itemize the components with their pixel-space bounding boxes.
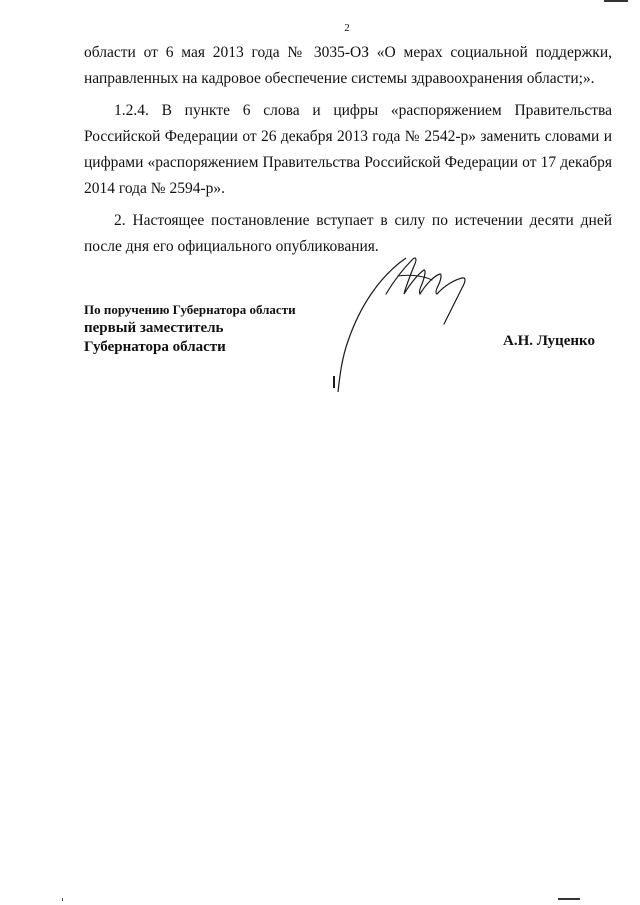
page-number: 2 [344,22,350,34]
top-corner-mark [604,0,628,2]
signer-name: А.Н. Луценко [503,333,595,349]
paragraph-1-2-4: 1.2.4. В пункте 6 слова и цифры «распоряжением Правительства Российской Федерации от 26 декабря 2013 года № 2542-р» заменить словами и цифрами «распоряжением Правительства Российской Федерации от 17 декабря 2014 года № 2594-р». [84,102,612,197]
document-body [84,40,612,266]
paragraph-continuation: области от 6 мая 2013 года № 3035-ОЗ «О мерах социальной поддержки, направленных на кадровое обеспечение системы здравоохранения области;». [84,44,612,87]
position-line-1: первый заместитель [84,320,224,336]
position-line-2: Губернатора области [84,339,226,355]
paragraph-2: 2. Настоящее постановление вступает в силу по истечении десяти дней после дня его официального опубликования. [84,212,612,255]
bottom-corner-mark [558,898,580,900]
scan-edge-mark [62,898,63,901]
handwritten-signature [320,246,490,396]
signature-block [84,300,296,357]
on-behalf-label: По поручению Губернатора области [84,302,296,317]
